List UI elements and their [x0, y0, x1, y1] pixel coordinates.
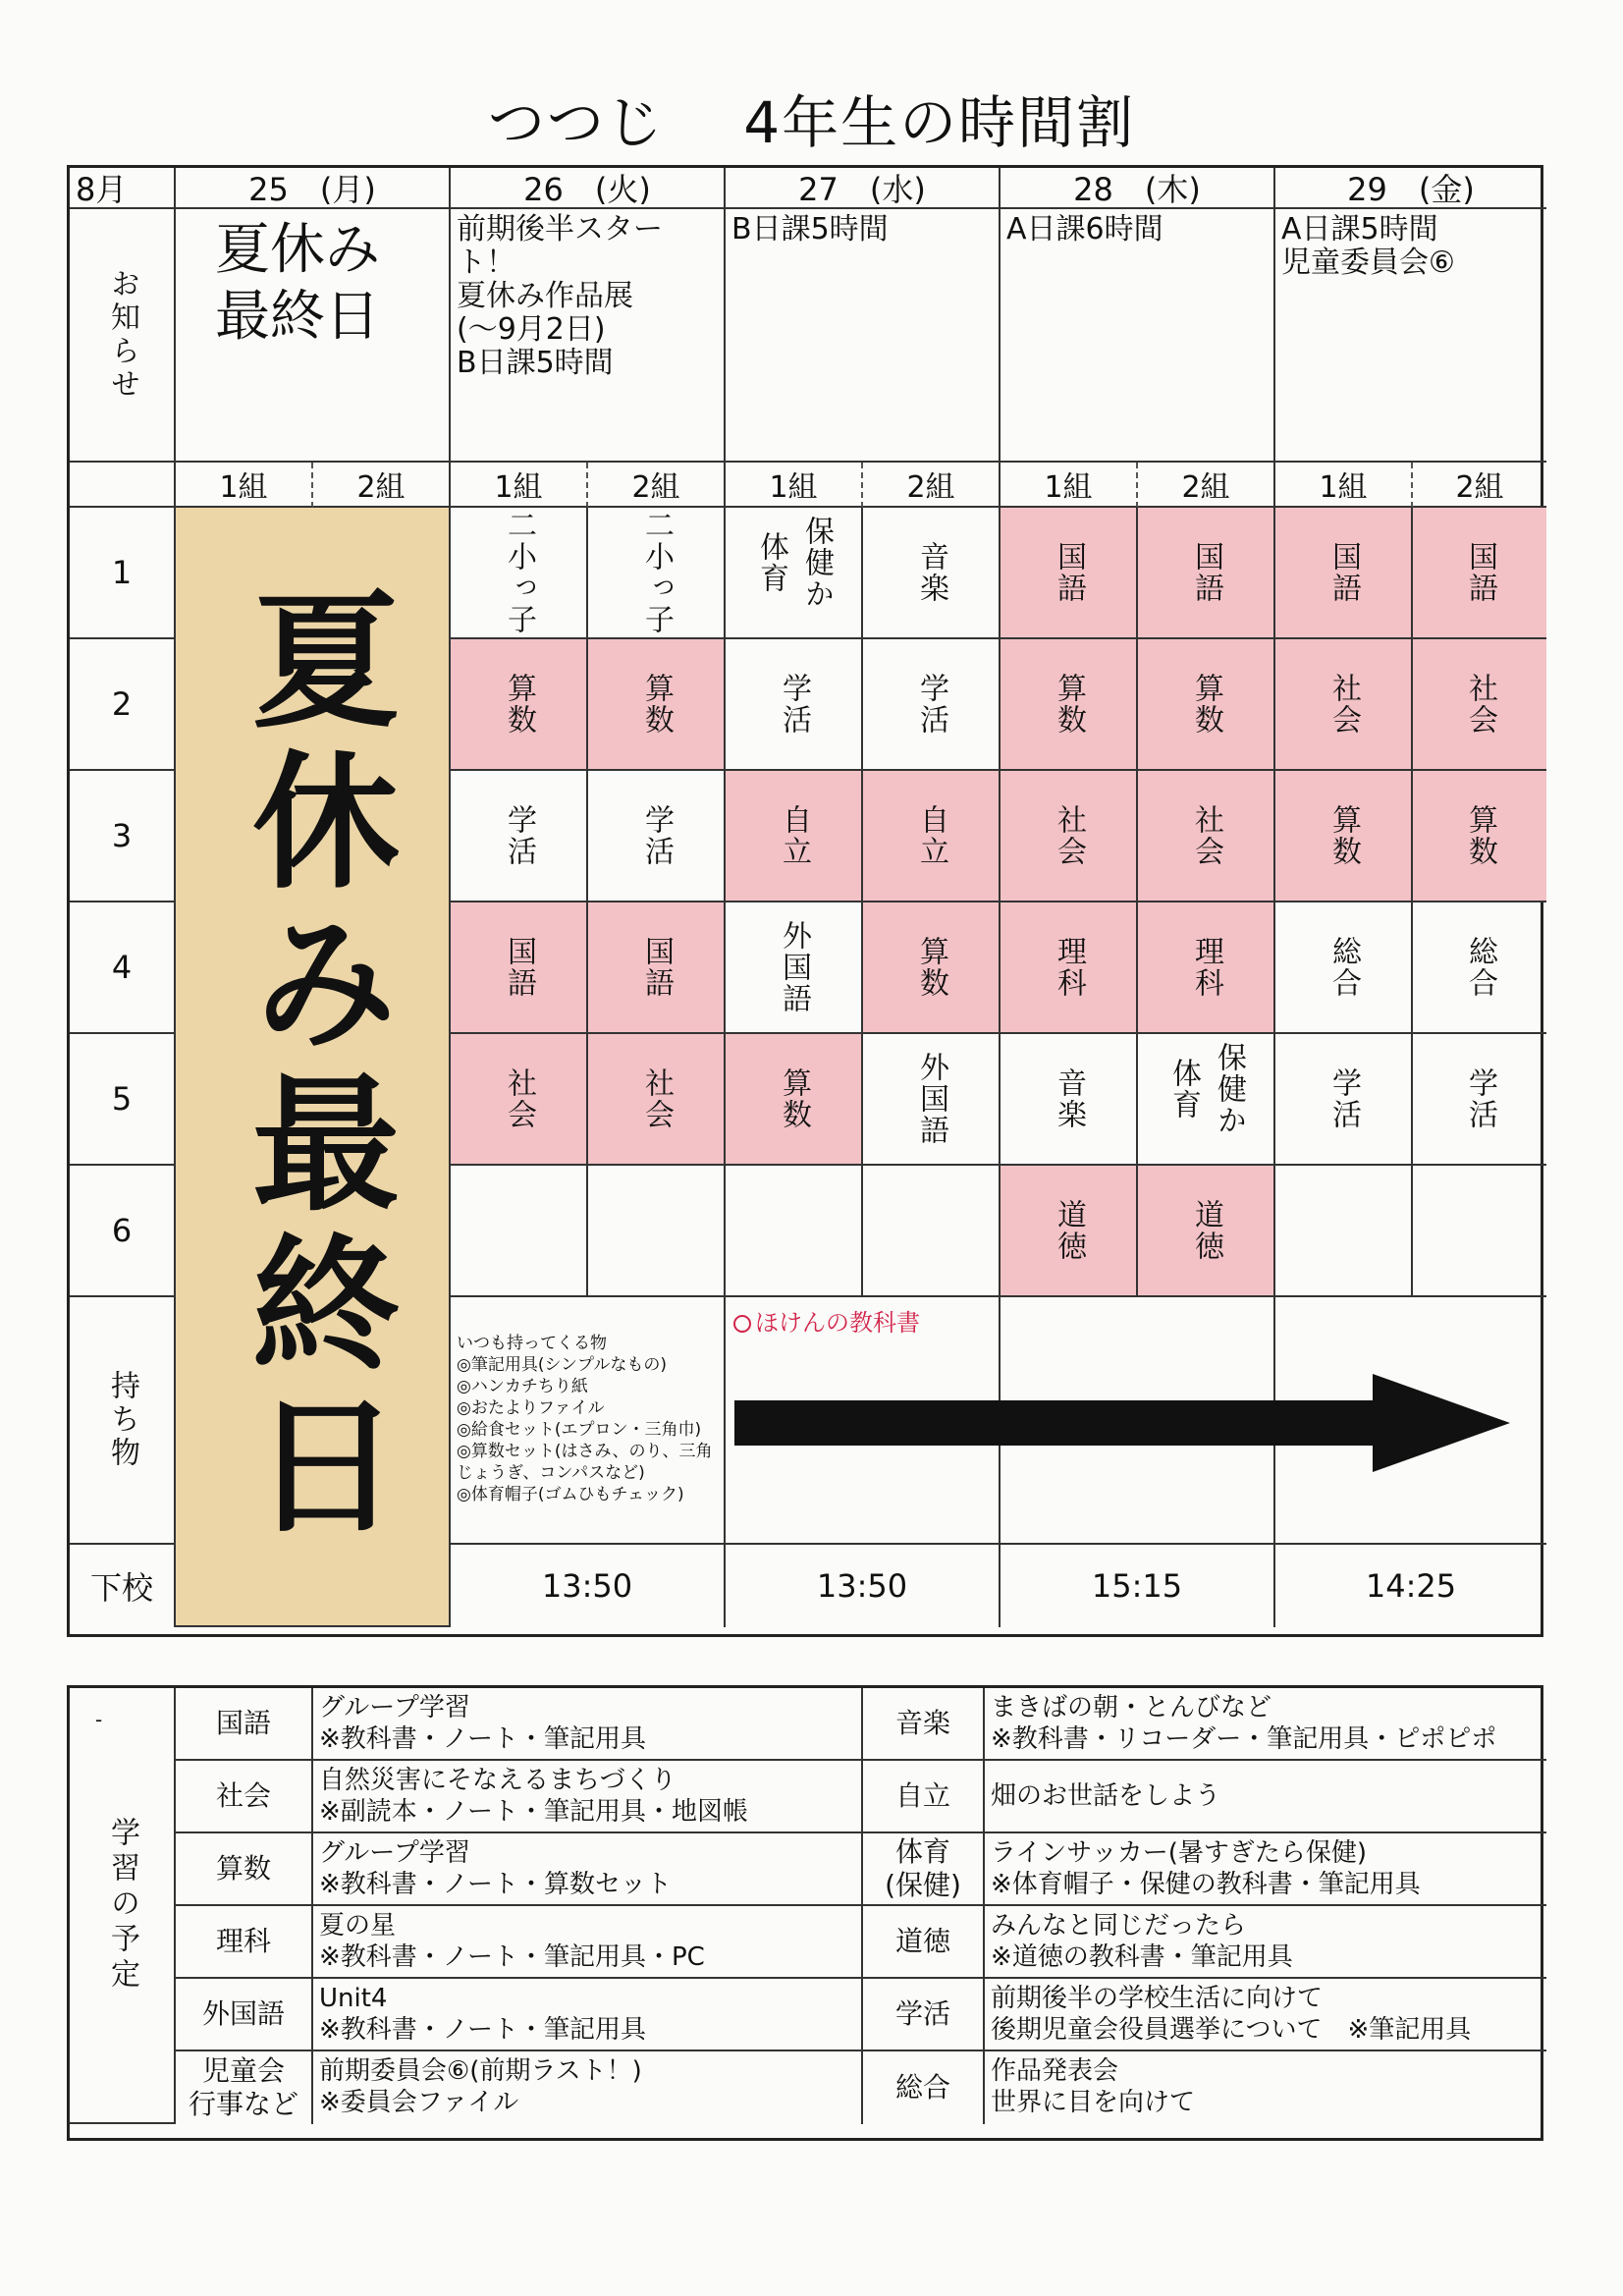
plan-label-dash: - [95, 1708, 109, 1731]
subject-cell: 音楽 [863, 508, 1001, 639]
class-label-1: 1組 [176, 463, 313, 508]
class-label-1: 1組 [451, 463, 588, 508]
period-label: 6 [70, 1166, 176, 1297]
notice-fri: A日課5時間 児童委員会⑥ [1275, 209, 1546, 463]
dismissal-time-fri: 14:25 [1365, 1567, 1457, 1605]
subject-cell: 算数 [1275, 771, 1413, 902]
dismissal-time-tue: 13:50 [451, 1545, 726, 1627]
page-title: つつじ 4年生の時間割 [487, 89, 1136, 156]
subject-cell: 二小っ子 [451, 508, 588, 639]
plan-subject: 外国語 [176, 1979, 313, 2051]
subject-cell: 算数 [726, 1034, 863, 1166]
day-header-thu: 28 (木) [1001, 168, 1275, 209]
subject-cell: 国語 [1275, 508, 1413, 639]
plan-label: - 学習の予定 [70, 1688, 176, 2124]
plan-desc: ラインサッカー(暑すぎたら保健) ※体育帽子・保健の教科書・筆記用具 [985, 1833, 1546, 1906]
plan-desc: みんなと同じだったら ※道徳の教科書・筆記用具 [985, 1906, 1546, 1979]
plan-desc: グループ学習 ※教科書・ノート・算数セット [313, 1833, 863, 1906]
subject-cell: 算数 [1138, 639, 1275, 771]
plan-subject: 自立 [863, 1761, 985, 1833]
plan-desc: グループ学習 ※教科書・ノート・筆記用具 [313, 1688, 863, 1761]
subject-cell: 理科 [1001, 902, 1138, 1034]
subject-cell: 理科 [1138, 902, 1275, 1034]
subject-cell: 社会 [588, 1034, 726, 1166]
class-label-2: 2組 [588, 463, 726, 508]
plan-subject: 学活 [863, 1979, 985, 2051]
period-label: 1 [70, 508, 176, 639]
subject-cell: 国語 [1138, 508, 1275, 639]
subject-cell: 総合 [1413, 902, 1546, 1034]
subject-cell-pe: 保健か 体育 [726, 508, 863, 639]
class-label-1: 1組 [726, 463, 863, 508]
plan-desc: 前期後半の学校生活に向けて 後期児童会役員選挙について ※筆記用具 [985, 1979, 1546, 2051]
day-header-mon: 25 (月) [176, 168, 451, 209]
subject-cell: 算数 [588, 639, 726, 771]
plan-desc: 夏の星 ※教科書・ノート・筆記用具・PC [313, 1906, 863, 1979]
subject-cell: 学活 [451, 771, 588, 902]
subject-cell: 算数 [1413, 771, 1546, 902]
notice-label: お知らせ [70, 209, 176, 463]
subject-cell: 総合 [1275, 902, 1413, 1034]
subject-cell: 道徳 [1001, 1166, 1138, 1297]
plan-desc: Unit4 ※教科書・ノート・筆記用具 [313, 1979, 863, 2051]
month-label: 8月 [70, 168, 176, 209]
subject-cell: 自立 [726, 771, 863, 902]
subject-cell: 社会 [1138, 771, 1275, 902]
subject-cell: 外国語 [726, 902, 863, 1034]
belongings-label: 持ち物 [70, 1297, 176, 1545]
plan-desc: 畑のお世話をしよう [985, 1761, 1546, 1833]
arrow-right-icon [734, 1374, 1512, 1472]
period-label: 4 [70, 902, 176, 1034]
subject-cell: 国語 [451, 902, 588, 1034]
plan-desc: 自然災害にそなえるまちづくり ※副読本・ノート・筆記用具・地図帳 [313, 1761, 863, 1833]
plan-subject: 児童会 行事など [176, 2051, 313, 2124]
day-header-wed: 27 (水) [726, 168, 1001, 209]
dismissal-time-thu: 15:15 [1001, 1545, 1275, 1627]
subject-cell-pe: 保健か 体育 [1138, 1034, 1275, 1166]
subject-cell-empty [451, 1166, 588, 1297]
class-label-1: 1組 [1001, 463, 1138, 508]
belongings-tue: いつも持ってくる物 ◎筆記用具(シンプルなもの) ◎ハンカチちり紙 ◎おたよりファイル ◎給食セット(エプロン・三角巾) ◎算数セット(はさみ、のり、三角じょうぎ、コンパスなど) ◎体育帽子(ゴムひもチェック) [451, 1297, 726, 1545]
subject-cell: 算数 [451, 639, 588, 771]
plan-desc: まきばの朝・とんびなど ※教科書・リコーダー・筆記用具・ピポピポ [985, 1688, 1546, 1761]
subject-cell: 外国語 [863, 1034, 1001, 1166]
learning-plan-table [67, 1685, 1543, 2141]
subject-cell: 社会 [1001, 771, 1138, 902]
subject-cell: 音楽 [1001, 1034, 1138, 1166]
subject-cell-empty [863, 1166, 1001, 1297]
day-header-fri: 29 (金) [1275, 168, 1546, 209]
subject-cell: 国語 [588, 902, 726, 1034]
subject-cell: 算数 [1001, 639, 1138, 771]
plan-subject: 理科 [176, 1906, 313, 1979]
subject-cell-empty [1413, 1166, 1546, 1297]
day-header-tue: 26 (火) [451, 168, 726, 209]
subject-cell: 算数 [863, 902, 1001, 1034]
class-label-2: 2組 [313, 463, 451, 508]
period-label: 2 [70, 639, 176, 771]
plan-subject: 道徳 [863, 1906, 985, 1979]
plan-subject: 国語 [176, 1688, 313, 1761]
subject-cell: 二小っ子 [588, 508, 726, 639]
subject-cell: 学活 [726, 639, 863, 771]
plan-subject: 社会 [176, 1761, 313, 1833]
subject-cell: 道徳 [1138, 1166, 1275, 1297]
circle-mark-icon [733, 1315, 751, 1333]
subject-cell: 国語 [1413, 508, 1546, 639]
subject-cell-empty [588, 1166, 726, 1297]
subject-cell: 自立 [863, 771, 1001, 902]
class-label-2: 2組 [1138, 463, 1275, 508]
subject-cell: 社会 [1413, 639, 1546, 771]
dismissal-time-wed: 13:50 [726, 1545, 1001, 1627]
plan-desc: 前期委員会⑥(前期ラスト！) ※委員会ファイル [313, 2051, 863, 2124]
notice-wed: B日課5時間 [726, 209, 1001, 463]
notice-thu: A日課6時間 [1001, 209, 1275, 463]
subject-cell: 社会 [1275, 639, 1413, 771]
notice-tue: 前期後半スタート！ 夏休み作品展 (～9月2日) B日課5時間 [451, 209, 726, 463]
dismissal-label: 下校 [70, 1545, 176, 1627]
plan-subject: 音楽 [863, 1688, 985, 1761]
belongings-wed: ほけんの教科書 [726, 1297, 1001, 1545]
plan-subject: 総合 [863, 2051, 985, 2124]
notice-mon: 夏休み 最終日 [176, 209, 451, 463]
summer-last-day-banner: 夏休み最終日 [176, 508, 451, 1627]
class-label-2: 2組 [1413, 463, 1546, 508]
subject-cell: 学活 [863, 639, 1001, 771]
subject-cell: 社会 [451, 1034, 588, 1166]
subject-cell: 学活 [1413, 1034, 1546, 1166]
class-label-1: 1組 [1275, 463, 1413, 508]
period-label: 5 [70, 1034, 176, 1166]
plan-desc: 作品発表会 世界に目を向けて [991, 2056, 1196, 2117]
subject-cell-empty [1275, 1166, 1413, 1297]
plan-subject: 体育 (保健) [863, 1833, 985, 1906]
subject-cell: 学活 [1275, 1034, 1413, 1166]
class-label-2: 2組 [863, 463, 1001, 508]
subject-cell-empty [726, 1166, 863, 1297]
subject-cell: 学活 [588, 771, 726, 902]
plan-subject: 算数 [176, 1833, 313, 1906]
class-row-blank [70, 463, 176, 508]
subject-cell: 国語 [1001, 508, 1138, 639]
period-label: 3 [70, 771, 176, 902]
